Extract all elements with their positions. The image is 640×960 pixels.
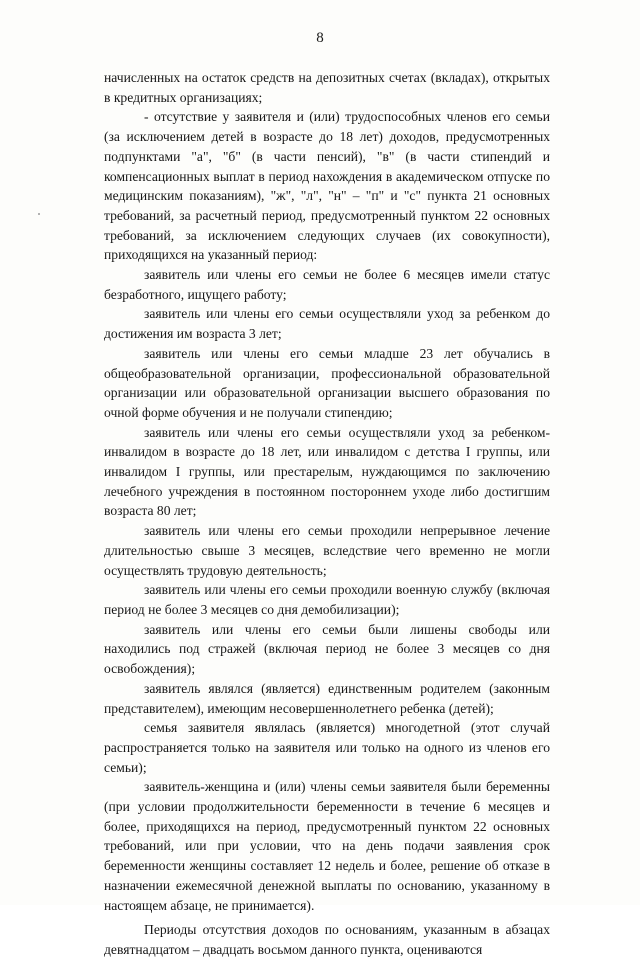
paragraph-large-family: семья заявителя являлась (является) многодетной (этот случай распространяется только на заявителя или только на одного из членов его семьи); xyxy=(104,720,550,775)
paragraph-income-periods: Периоды отсутствия доходов по основаниям, указанным в абзацах девятнадцатом – двадцать восьмом данного пункта, оцениваются xyxy=(104,922,550,957)
paragraph-disabled-care: заявитель или члены его семьи осуществляли уход за ребенком-инвалидом в возрасте до 18 лет, или инвалидом с детства I группы, или инвалидом I группы, или престарелым, нуждающимся по заключению лечебного учреждения в постоянном постороннем уходе либо достигшим возраста 80 лет; xyxy=(104,424,550,519)
paragraph-unemployed: заявитель или члены его семьи не более 6 месяцев имели статус безработного, ищущего работу; xyxy=(104,267,550,302)
document-body xyxy=(104,68,550,960)
paragraph-child-care: заявитель или члены его семьи осуществляли уход за ребенком до достижения им возраста 3 лет; xyxy=(104,306,550,342)
scan-speck xyxy=(38,213,40,215)
paragraph-imprisonment: заявитель или члены его семьи были лишены свободы или находились под стражей (включая период не более 3 месяцев со дня освобождения); xyxy=(104,621,550,677)
paragraph-medical-treatment: заявитель или члены его семьи проходили непрерывное лечение длительностью свыше 3 месяцев, вследствие чего временно не могли осуществлять трудовую деятельность; xyxy=(104,523,550,578)
paragraph-no-income-condition: - отсутствие у заявителя и (или) трудоспособных членов его семьи (за исключением детей в возрасте до 18 лет) доходов, предусмотренных подпунктами "а", "б" (в части пенсий), "в" (в части стипендий и компенсационных выплат в период нахождения в академическом отпуске по медицинским показаниям), "ж", "л", "н" – "п" и "с" пункта 21 основных требований, за расчетный период, предусмотренный пунктом 22 основных требований, за исключением следующих случаев (их совокупности), приходящихся на указанный период: xyxy=(104,109,550,263)
paragraph-students: заявитель или члены его семьи младше 23 лет обучались в общеобразовательной организации, профессиональной образовательной организации или образовательной организации высшего образования по очной форме обучения и не получали стипендию; xyxy=(104,345,550,420)
paragraph-continuation: начисленных на остаток средств на депозитных счетах (вкладах), открытых в кредитных организациях; xyxy=(104,70,550,105)
paragraph-single-parent: заявитель являлся (является) единственным родителем (законным представителем), имеющим несовершеннолетнего ребенка (детей); xyxy=(104,680,550,716)
page-number: 8 xyxy=(316,30,324,46)
paragraph-military-service: заявитель или члены его семьи проходили военную службу (включая период не более 3 месяцев со дня демобилизации); xyxy=(104,582,550,617)
paragraph-pregnancy: заявитель-женщина и (или) члены семьи заявителя были беременны (при условии продолжительности беременности в течение 6 месяцев и более, приходящихся на период, предусмотренный пунктом 22 основных требований, или при условии, что на день подачи заявления срок беременности женщины составляет 12 недель и более, решение об отказе в назначении ежемесячной денежной выплаты по основанию, указанному в настоящем абзаце, не принимается). xyxy=(104,779,550,913)
